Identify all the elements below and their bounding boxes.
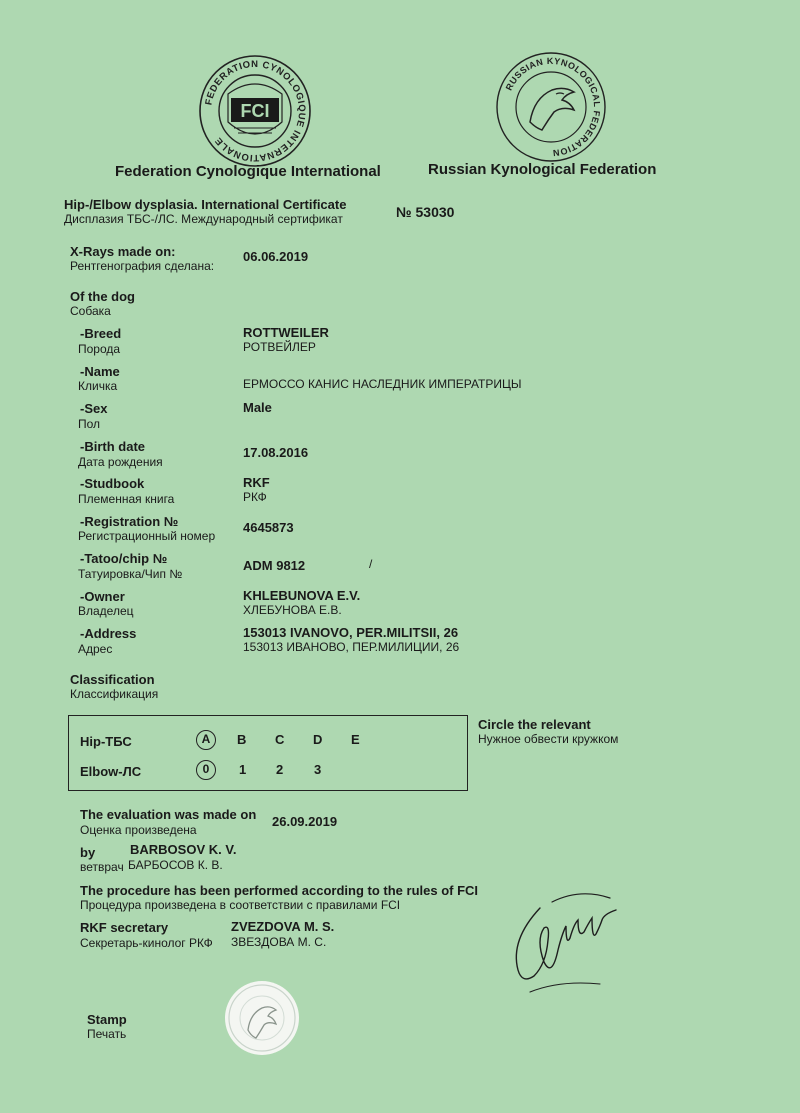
hip-grade-e: E [351,732,360,747]
rkf-name: Russian Kynological Federation [428,161,657,178]
stamp-seal [224,980,300,1056]
owner-label-en: -Owner [80,589,125,604]
address-label-ru: Адрес [78,642,113,656]
name-value-ru: ЕРМОССО КАНИС НАСЛЕДНИК ИМПЕРАТРИЦЫ [243,377,522,391]
name-label-ru: Кличка [78,379,118,393]
sex-label-en: -Sex [80,401,108,416]
secretary-label-en: RKF secretary [80,920,169,935]
classification-heading-ru: Классификация [70,687,159,701]
sex-label-ru: Пол [78,417,101,431]
evaluation-label-ru: Оценка произведена [80,823,197,837]
evaluation-date: 26.09.2019 [272,814,338,829]
registration-label-en: -Registration № [80,514,179,529]
signature [500,880,630,1000]
classification-heading-en: Classification [70,672,155,687]
name-label-en: -Name [80,364,120,379]
elbow-label: Elbow-ЛС [80,764,142,779]
stamp-label-ru: Печать [87,1027,127,1041]
studbook-label-en: -Studbook [80,476,145,491]
breed-value-ru: РОТВЕЙЛЕР [243,340,316,354]
circle-note-ru: Нужное обвести кружком [478,732,619,746]
owner-value-ru: ХЛЕБУНОВА Е.В. [243,603,342,617]
address-value-en: 153013 IVANOVO, PER.MILITSII, 26 [243,625,459,640]
hip-grade-a-circled: A [196,730,216,750]
owner-label-ru: Владелец [78,604,134,618]
birthdate-value: 17.08.2016 [243,445,309,460]
rkf-logo [494,50,608,164]
certificate-number: № 53030 [396,204,455,220]
chip-label-en: -Tatoo/chip № [80,551,168,566]
fci-logo-text: FCI [240,101,270,121]
xrays-date: 06.06.2019 [243,249,309,264]
chip-slash: / [369,557,373,571]
xrays-label-en: X-Rays made on: [70,244,176,259]
chip-label-ru: Татуировка/Чип № [78,567,183,581]
elbow-grade-3: 3 [314,762,322,777]
hip-label: Hip-ТБС [80,734,132,749]
sex-value-en: Male [243,400,272,415]
secretary-name-en: ZVEZDOVA M. S. [231,919,335,934]
dog-heading-en: Of the dog [70,289,135,304]
breed-label-ru: Порода [78,342,121,356]
elbow-grade-1: 1 [239,762,247,777]
birthdate-label-en: -Birth date [80,439,145,454]
fci-logo [198,54,312,168]
registration-value: 4645873 [243,520,294,535]
procedure-ru: Процедура произведена в соответствии с правилами FCI [80,898,401,912]
certificate-title-ru: Дисплазия ТБС-/ЛС. Международный сертификат [64,212,343,226]
certificate-title-en: Hip-/Elbow dysplasia. International Certificate [64,197,347,212]
registration-label-ru: Регистрационный номер [78,529,216,543]
svg-text:RUSSIAN KYNOLOGICAL FEDERATION [504,56,602,158]
hip-grade-d: D [313,732,323,747]
elbow-grade-0-circled: 0 [196,760,216,780]
owner-value-en: KHLEBUNOVA E.V. [243,588,361,603]
studbook-value-en: RKF [243,475,270,490]
secretary-name-ru: ЗВЕЗДОВА М. С. [231,935,327,949]
by-label-ru: ветврач [80,860,124,874]
vet-name-ru: БАРБОСОВ К. В. [128,858,223,872]
rkf-ring-text: RUSSIAN KYNOLOGICAL FEDERATION [503,55,603,159]
circle-note-en: Circle the relevant [478,717,591,732]
evaluation-label-en: The evaluation was made on [80,807,257,822]
hip-grade-c: C [275,732,285,747]
elbow-grade-2: 2 [276,762,284,777]
chip-value: ADM 9812 [243,558,306,573]
procedure-en: The procedure has been performed according to the rules of FCI [80,883,479,898]
studbook-value-ru: РКФ [243,490,267,504]
address-label-en: -Address [80,626,137,641]
dog-heading-ru: Собака [70,304,111,318]
secretary-label-ru: Секретарь-кинолог РКФ [80,936,213,950]
breed-label-en: -Breed [80,326,122,341]
hip-grade-b: B [237,732,247,747]
birthdate-label-ru: Дата рождения [78,455,163,469]
studbook-label-ru: Племенная книга [78,492,175,506]
breed-value-en: ROTTWEILER [243,325,329,340]
fci-name: Federation Cynologique International [115,163,381,180]
by-label-en: by [80,845,96,860]
classification-box [68,715,468,791]
address-value-ru: 153013 ИВАНОВО, ПЕР.МИЛИЦИИ, 26 [243,640,460,654]
stamp-label-en: Stamp [87,1012,127,1027]
fci-ring-text: FEDERATION CYNOLOGIQUE INTERNATIONALE [203,58,308,164]
xrays-label-ru: Рентгенография сделана: [70,259,215,273]
vet-name-en: BARBOSOV K. V. [130,842,237,857]
